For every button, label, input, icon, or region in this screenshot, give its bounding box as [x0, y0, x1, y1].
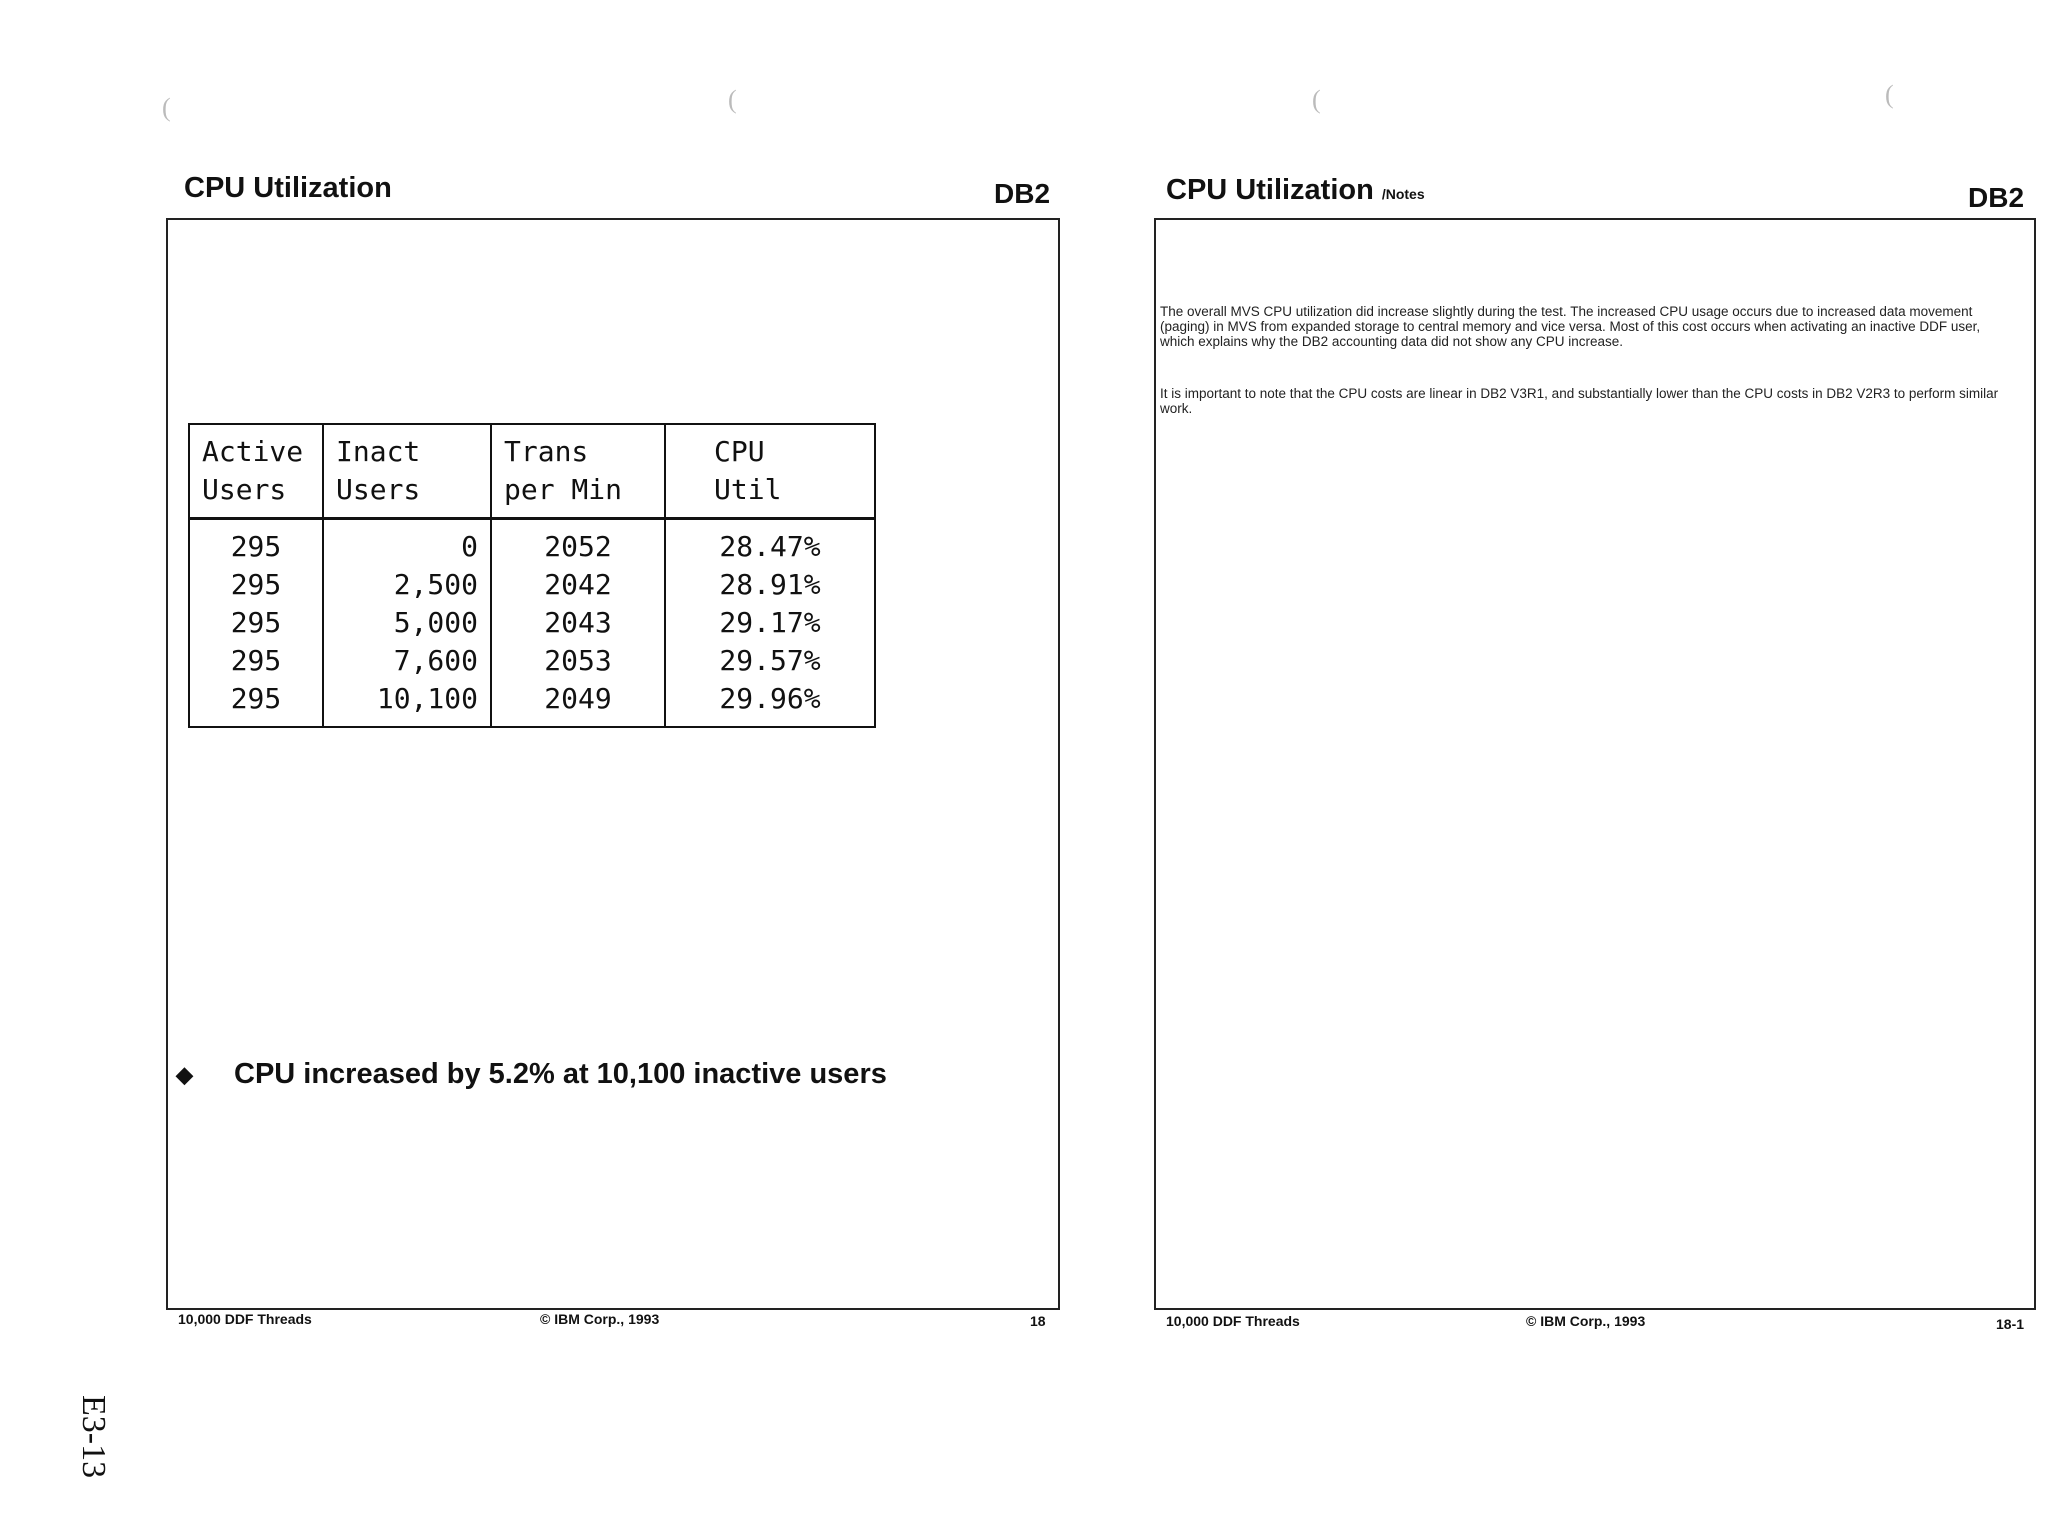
- table-cell: 2043: [491, 604, 665, 642]
- table-cell: 10,100: [323, 680, 491, 727]
- diamond-bullet-icon: ◆: [176, 1061, 193, 1087]
- right-footer-left: 10,000 DDF Threads: [1166, 1313, 1300, 1329]
- table-row: [189, 604, 875, 642]
- table-cell: 7,600: [323, 642, 491, 680]
- table-row: [189, 680, 875, 727]
- table-cell: 29.57%: [665, 642, 875, 680]
- corner-mark: (: [1885, 80, 1894, 109]
- table-cell: 29.17%: [665, 604, 875, 642]
- table-row: [189, 566, 875, 604]
- table-cell: 0: [323, 519, 491, 567]
- corner-mark: (: [162, 93, 171, 122]
- table-cell: 28.47%: [665, 519, 875, 567]
- table-cell: 295: [189, 519, 323, 567]
- left-slide-frame: [166, 218, 1060, 1310]
- notes-paragraph: It is important to note that the CPU costs are linear in DB2 V3R1, and substantially lower than the CPU costs in DB2 V2R3 to perform similar work.: [1160, 386, 1999, 416]
- left-footer-page-number: 18: [1030, 1313, 1046, 1329]
- right-footer-page-number: 18-1: [1996, 1316, 2025, 1332]
- right-page-tag: DB2: [1968, 182, 2025, 213]
- left-footer-left: 10,000 DDF Threads: [178, 1311, 312, 1327]
- corner-mark: (: [1312, 85, 1321, 114]
- table-cell: 2053: [491, 642, 665, 680]
- corner-mark: (: [728, 85, 737, 114]
- right-page-title-text: CPU Utilization: [1166, 174, 1374, 206]
- table-row: [189, 519, 875, 567]
- left-page-title: CPU Utilization: [184, 172, 392, 204]
- table-cell: 295: [189, 566, 323, 604]
- table-header-row: [189, 424, 875, 519]
- table-cell: 295: [189, 642, 323, 680]
- left-page-tag: DB2: [994, 178, 1051, 209]
- right-notes-frame: [1154, 218, 2036, 1310]
- right-footer-center: © IBM Corp., 1993: [1526, 1313, 1646, 1329]
- table-cell: 2042: [491, 566, 665, 604]
- table-cell: 5,000: [323, 604, 491, 642]
- notes-paragraph: The overall MVS CPU utilization did increase slightly during the test. The increased CPU usage occurs due to increased data movement (paging) in MVS from expanded storage to central memory and vice versa. Most of this cost occurs when activating an inactive DDF user, which explains why the DB2 accounting data did not show any CPU increase.: [1160, 304, 1981, 349]
- table-cell: 2052: [491, 519, 665, 567]
- header-cpu-util: CPU Util: [665, 424, 875, 519]
- header-active-users: Active Users: [189, 424, 323, 519]
- header-inact-users: Inact Users: [323, 424, 491, 519]
- left-footer-center: © IBM Corp., 1993: [540, 1311, 660, 1327]
- table-cell: 295: [189, 604, 323, 642]
- right-page-subtitle: /Notes: [1381, 186, 1425, 202]
- table-cell: 28.91%: [665, 566, 875, 604]
- summary-bullet-text: CPU increased by 5.2% at 10,100 inactive users: [234, 1058, 887, 1090]
- table-cell: 29.96%: [665, 680, 875, 727]
- right-page-title: [1166, 174, 1425, 207]
- cpu-util-table: [188, 423, 876, 728]
- summary-bullet: [176, 1058, 887, 1091]
- side-page-label: E3-13: [75, 1395, 112, 1479]
- table-row: [189, 642, 875, 680]
- header-trans-per-min: Trans per Min: [491, 424, 665, 519]
- table-cell: 295: [189, 680, 323, 727]
- table-cell: 2,500: [323, 566, 491, 604]
- table-cell: 2049: [491, 680, 665, 727]
